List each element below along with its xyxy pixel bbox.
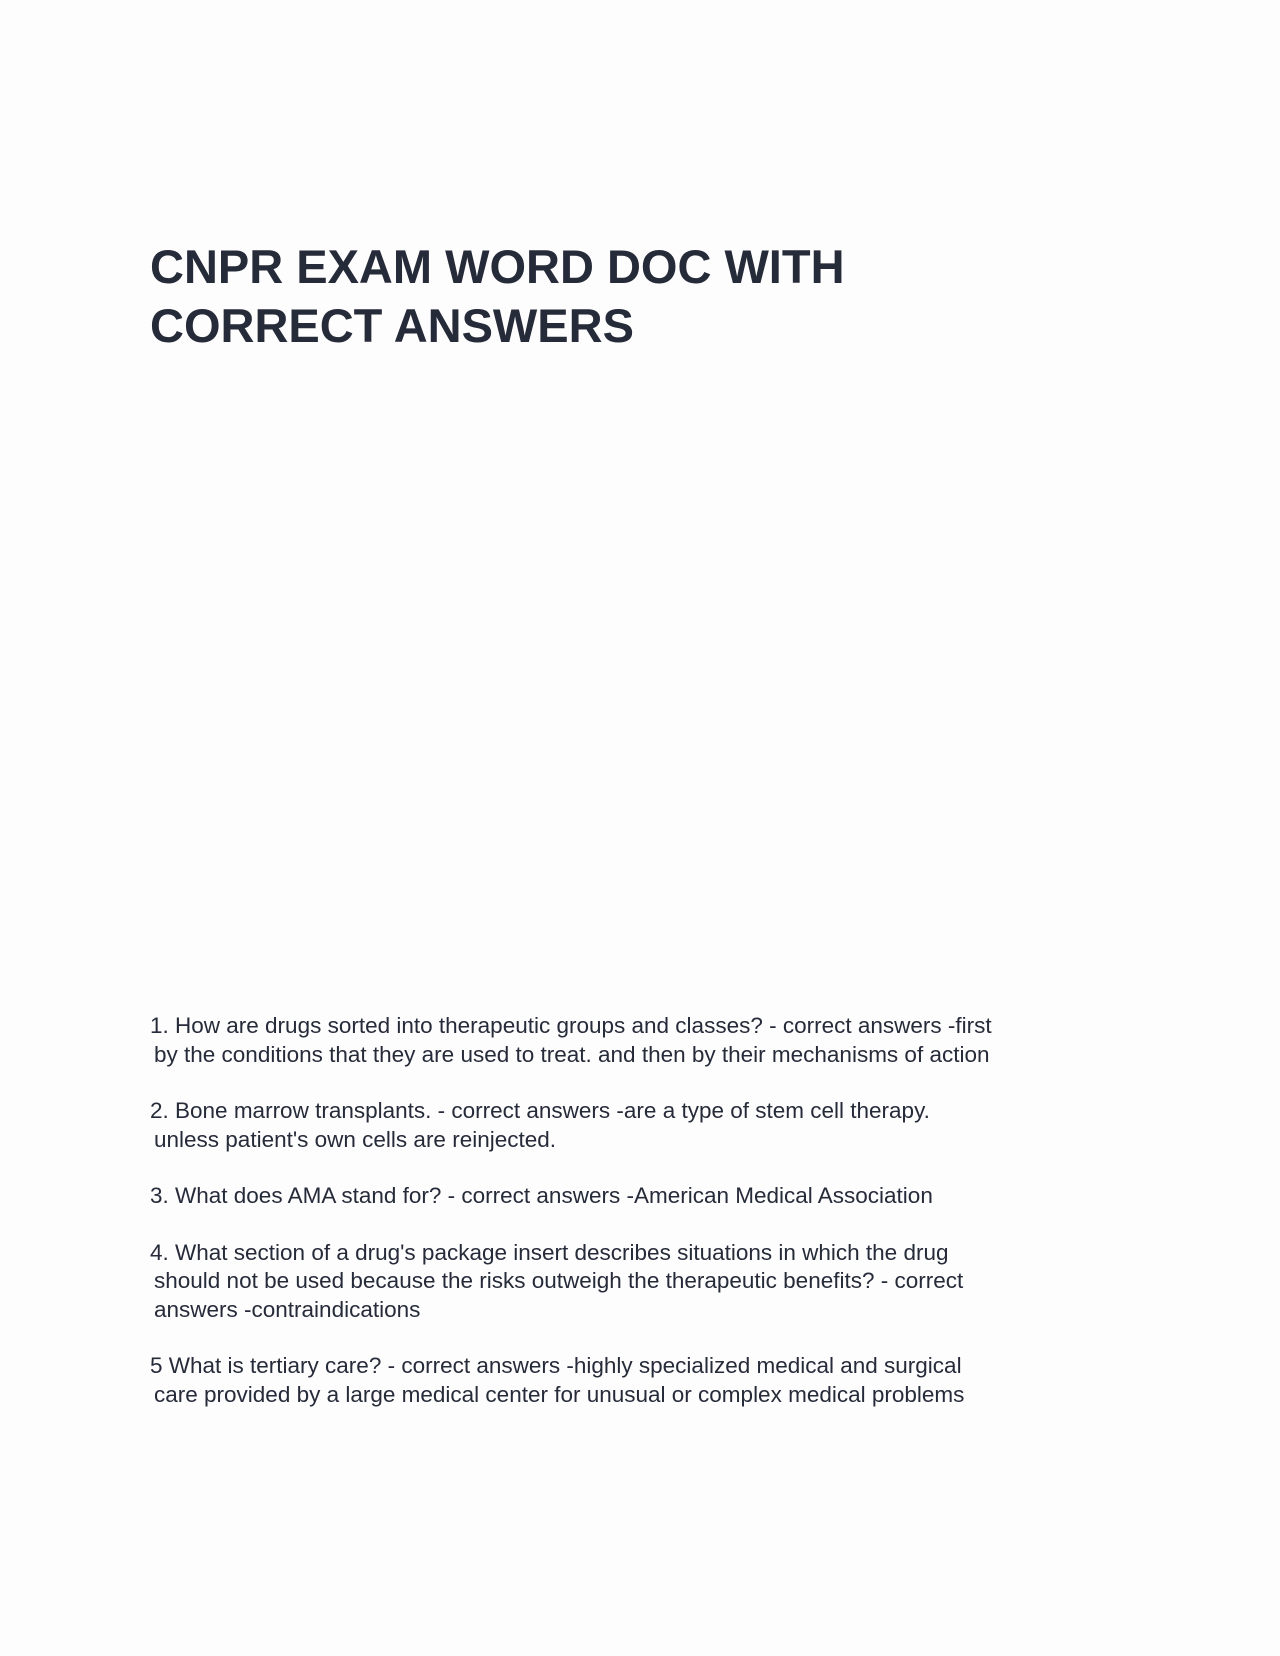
qa-item-4-line-2: should not be used because the risks outweigh the therapeutic benefits? - correct: [154, 1268, 964, 1293]
qa-item-5-line-1: 5 What is tertiary care? - correct answers -highly specialized medical and surgical: [150, 1353, 962, 1378]
qa-item-2-line-2: unless patient's own cells are reinjected.: [154, 1126, 557, 1152]
qa-item-5-line-2: care provided by a large medical center for unusual or complex medical problems: [154, 1381, 965, 1407]
qa-item-2: [150, 1097, 1150, 1154]
qa-item-4-line-3: answers -contraindications: [154, 1296, 421, 1322]
qa-item-1-line-1: 1. How are drugs sorted into therapeutic groups and classes? - correct answers -first: [150, 1013, 992, 1038]
qa-item-4: [150, 1239, 1150, 1325]
question-answer-list: [150, 1012, 1150, 1437]
qa-item-4-line-1: 4. What section of a drug's package insert describes situations in which the drug: [150, 1239, 949, 1265]
qa-item-5: [150, 1352, 1150, 1409]
document-title-line-1: CNPR EXAM WORD DOC WITH: [150, 240, 845, 293]
qa-item-2-line-1: 2. Bone marrow transplants. - correct answers -are a type of stem cell therapy.: [150, 1098, 930, 1123]
document-title-line-2: CORRECT ANSWERS: [150, 299, 634, 352]
qa-item-3: [150, 1182, 1150, 1211]
qa-item-1: [150, 1012, 1150, 1069]
qa-item-1-line-2: by the conditions that they are used to treat. and then by their mechanisms of action: [154, 1041, 990, 1067]
document-title: [150, 237, 1050, 355]
qa-item-3-line-1: 3. What does AMA stand for? - correct answers -American Medical Association: [150, 1183, 933, 1208]
